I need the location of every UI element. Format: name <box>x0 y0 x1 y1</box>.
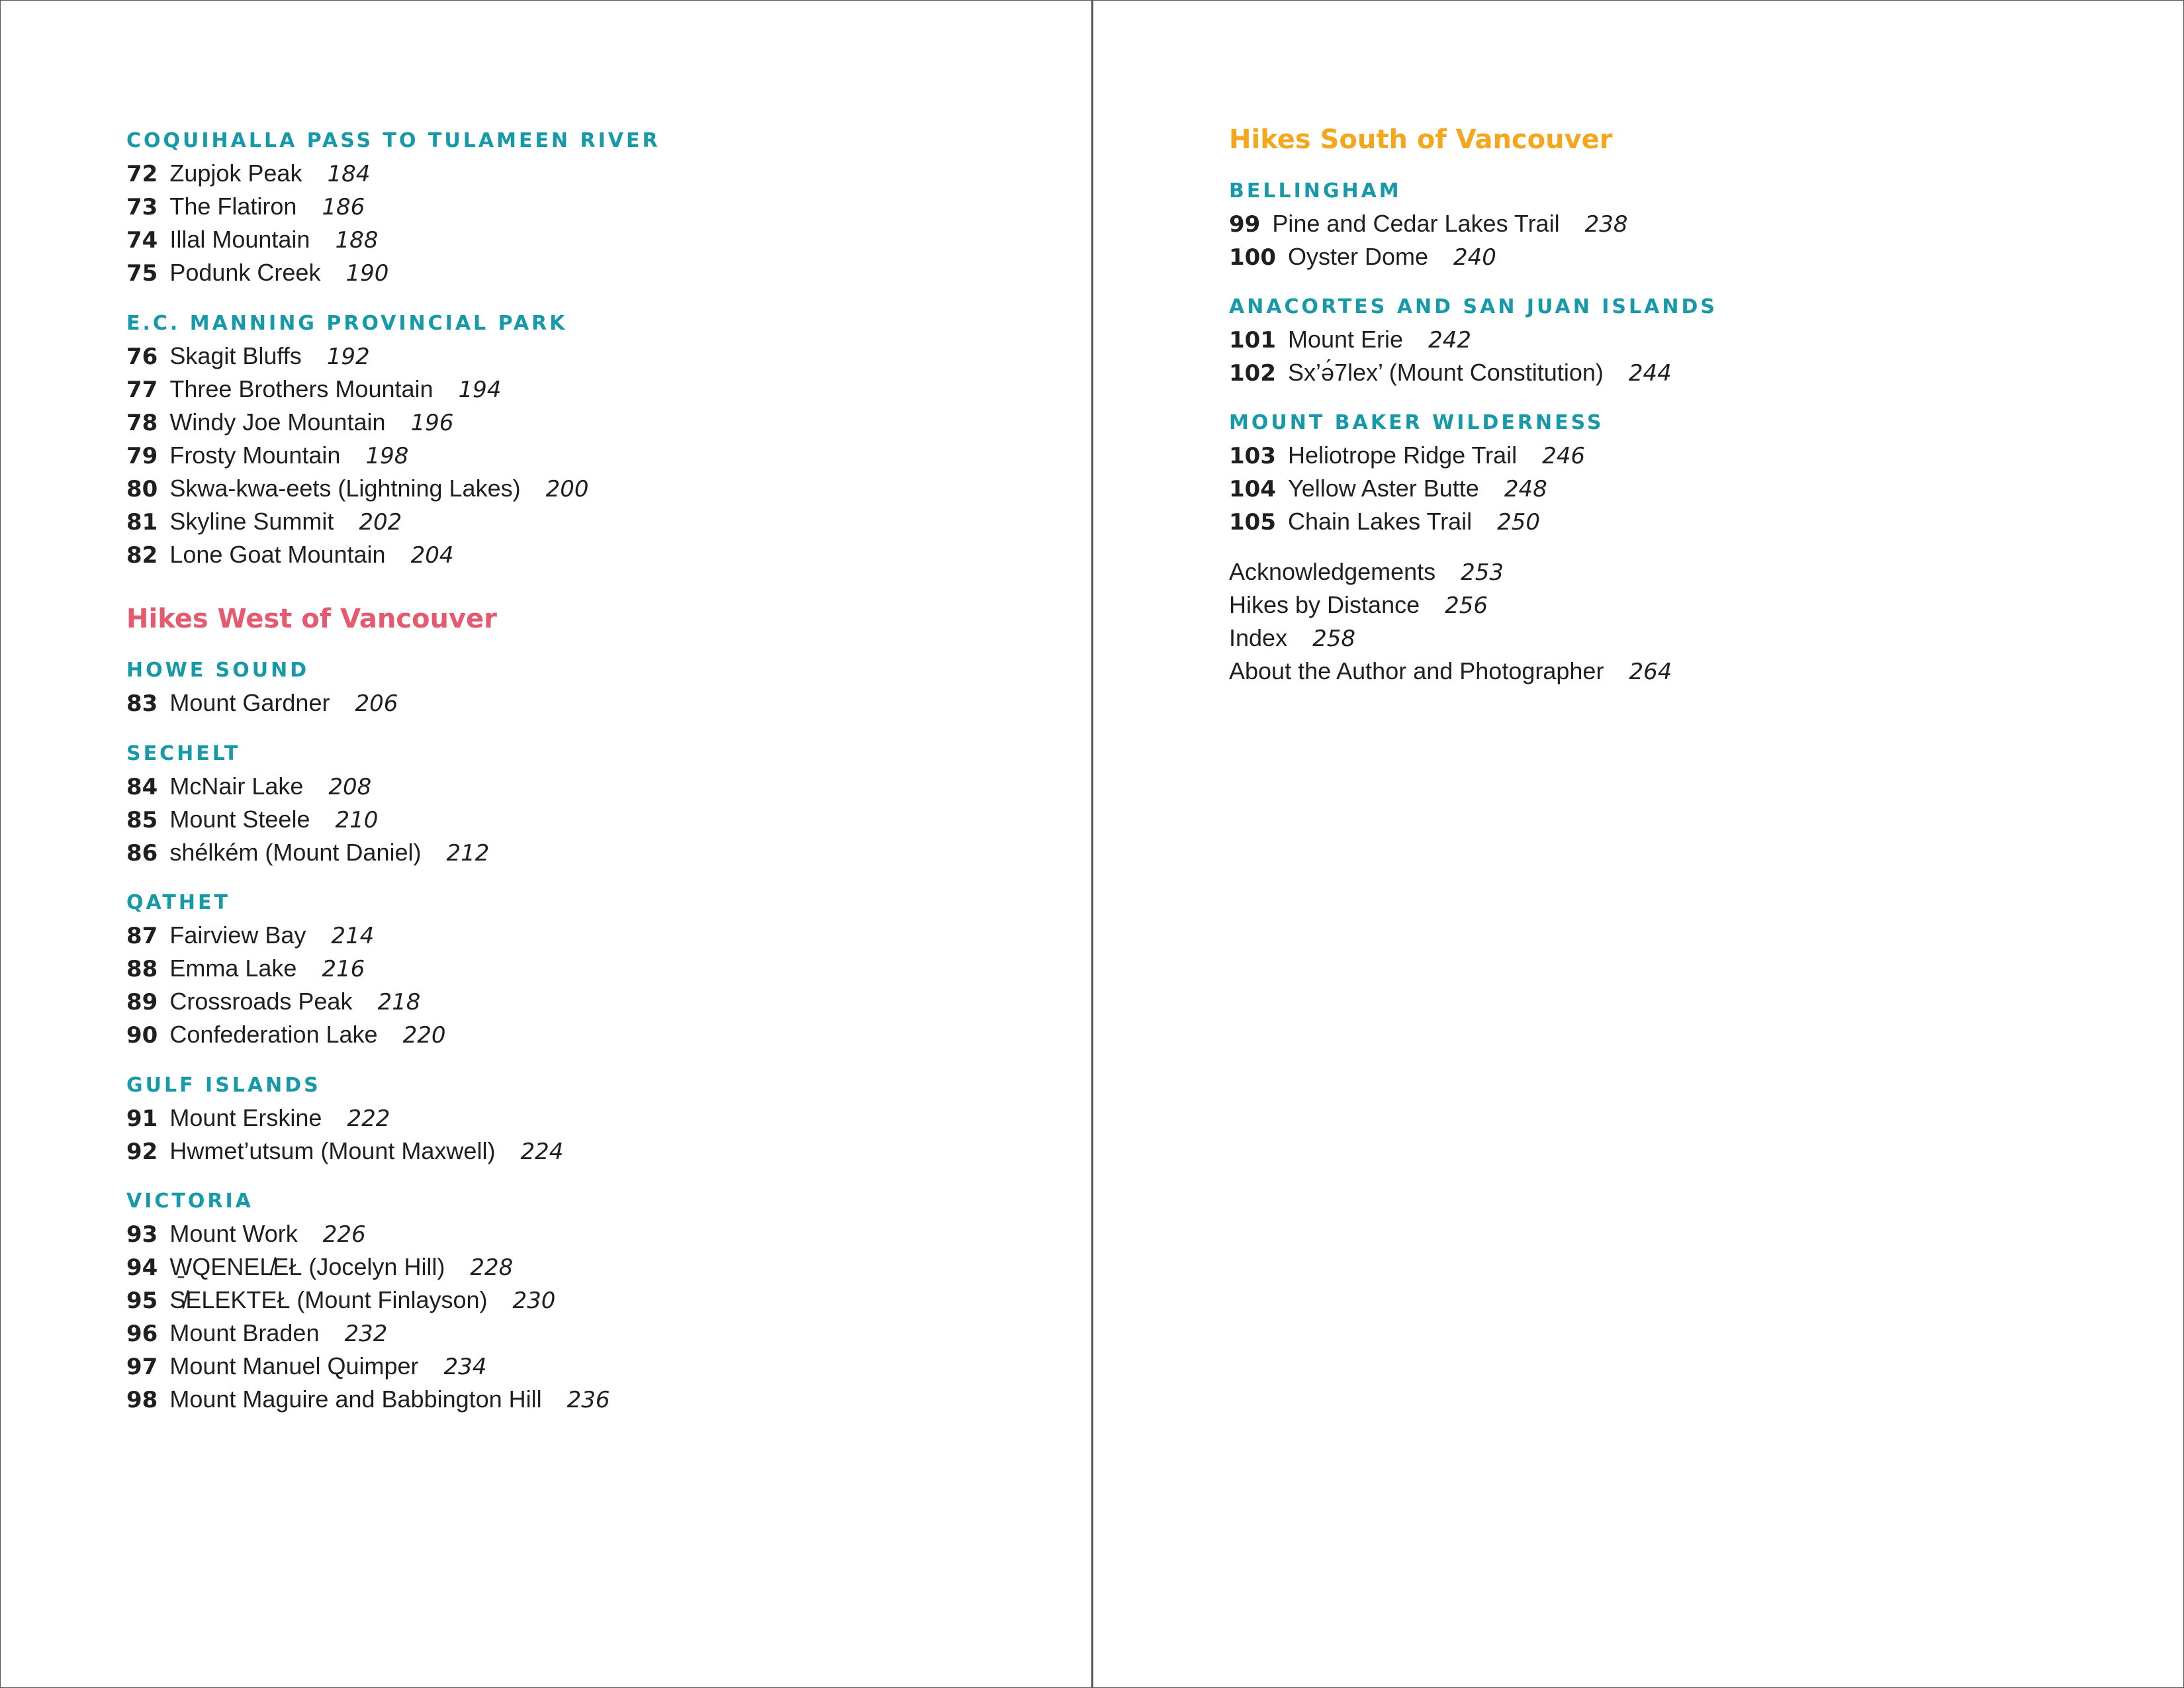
toc-entry[interactable]: 105 Chain Lakes Trail 250 <box>1229 508 1541 536</box>
part-title-south: Hikes South of Vancouver <box>1229 124 1613 155</box>
page-gutter <box>1091 1 1093 1687</box>
section-sechelt <box>126 741 489 869</box>
toc-entry[interactable]: 89 Crossroads Peak 218 <box>126 988 421 1015</box>
section-manning <box>126 310 588 571</box>
toc-entry[interactable]: 86 shélkém (Mount Daniel) 212 <box>126 839 490 867</box>
toc-entry[interactable]: 76 Skagit Bluffs 192 <box>126 342 370 370</box>
left-page <box>126 1 1053 1687</box>
section-victoria <box>126 1188 610 1416</box>
toc-back-entry[interactable]: About the Author and Photographer 264 <box>1229 657 1672 685</box>
section-title: E.C. MANNING PROVINCIAL PARK <box>126 312 568 335</box>
toc-entry[interactable]: 101 Mount Erie 242 <box>1229 326 1471 353</box>
toc-entry[interactable]: 82 Lone Goat Mountain 204 <box>126 541 454 569</box>
toc-entry[interactable]: 93 Mount Work 226 <box>126 1220 366 1248</box>
section-qathet <box>126 890 445 1051</box>
section-title: HOWE SOUND <box>126 659 310 682</box>
toc-entry[interactable]: 95 S̸ELEKTEŁ (Mount Finlayson) 230 <box>126 1286 556 1314</box>
toc-entry[interactable]: 102 Sx’ə́7lex’ (Mount Constitution) 244 <box>1229 359 1672 387</box>
toc-entry[interactable]: 72 Zupjok Peak 184 <box>126 160 371 187</box>
toc-entry[interactable]: 92 Hwmet’utsum (Mount Maxwell) 224 <box>126 1137 564 1165</box>
section-title: BELLINGHAM <box>1229 179 1402 203</box>
toc-entry[interactable]: 78 Windy Joe Mountain 196 <box>126 408 454 436</box>
toc-entry[interactable]: 96 Mount Braden 232 <box>126 1319 388 1347</box>
toc-entry[interactable]: 97 Mount Manuel Quimper 234 <box>126 1352 487 1380</box>
part-title-west: Hikes West of Vancouver <box>126 604 497 634</box>
toc-entry[interactable]: 81 Skyline Summit 202 <box>126 508 402 536</box>
toc-entry[interactable]: 94 W̱QENEL̸EŁ (Jocelyn Hill) 228 <box>126 1253 514 1281</box>
toc-entry[interactable]: 100 Oyster Dome 240 <box>1229 243 1496 271</box>
toc-entry[interactable]: 88 Emma Lake 216 <box>126 955 365 982</box>
section-bellingham <box>1229 178 1627 273</box>
toc-back-entry[interactable]: Hikes by Distance 256 <box>1229 591 1488 619</box>
section-title: QATHET <box>126 891 230 914</box>
toc-entry[interactable]: 75 Podunk Creek 190 <box>126 259 389 287</box>
section-title: COQUIHALLA PASS TO TULAMEEN RIVER <box>126 129 660 152</box>
section-title: ANACORTES AND SAN JUAN ISLANDS <box>1229 295 1717 318</box>
toc-entry[interactable]: 91 Mount Erskine 222 <box>126 1104 390 1132</box>
toc-entry[interactable]: 83 Mount Gardner 206 <box>126 689 398 717</box>
section-title: GULF ISLANDS <box>126 1074 321 1097</box>
part-west <box>126 602 497 636</box>
section-title: MOUNT BAKER WILDERNESS <box>1229 411 1604 434</box>
back-matter <box>1229 555 1672 688</box>
toc-back-entry[interactable]: Acknowledgements 253 <box>1229 558 1504 586</box>
toc-entry[interactable]: 90 Confederation Lake 220 <box>126 1021 446 1049</box>
toc-entry[interactable]: 80 Skwa-kwa-eets (Lightning Lakes) 200 <box>126 475 589 502</box>
toc-entry[interactable]: 84 McNair Lake 208 <box>126 773 372 800</box>
section-howe-sound <box>126 657 398 720</box>
section-mount-baker <box>1229 410 1604 538</box>
section-anacortes <box>1229 294 1717 389</box>
section-title: SECHELT <box>126 742 241 765</box>
toc-entry[interactable]: 104 Yellow Aster Butte 248 <box>1229 475 1547 502</box>
section-title: VICTORIA <box>126 1190 253 1213</box>
toc-entry[interactable]: 85 Mount Steele 210 <box>126 806 379 833</box>
right-page <box>1229 1 2156 1687</box>
section-gulf-islands <box>126 1072 563 1168</box>
toc-entry[interactable]: 77 Three Brothers Mountain 194 <box>126 375 502 403</box>
toc-back-entry[interactable]: Index 258 <box>1229 624 1355 652</box>
toc-entry[interactable]: 74 Illal Mountain 188 <box>126 226 379 254</box>
part-south <box>1229 122 1613 157</box>
toc-entry[interactable]: 87 Fairview Bay 214 <box>126 921 375 949</box>
toc-entry[interactable]: 79 Frosty Mountain 198 <box>126 442 409 469</box>
toc-entry[interactable]: 103 Heliotrope Ridge Trail 246 <box>1229 442 1586 469</box>
toc-entry[interactable]: 99 Pine and Cedar Lakes Trail 238 <box>1229 210 1628 238</box>
toc-entry[interactable]: 98 Mount Maguire and Babbington Hill 236 <box>126 1385 610 1413</box>
toc-entry[interactable]: 73 The Flatiron 186 <box>126 193 365 220</box>
section-coquihalla <box>126 128 660 289</box>
